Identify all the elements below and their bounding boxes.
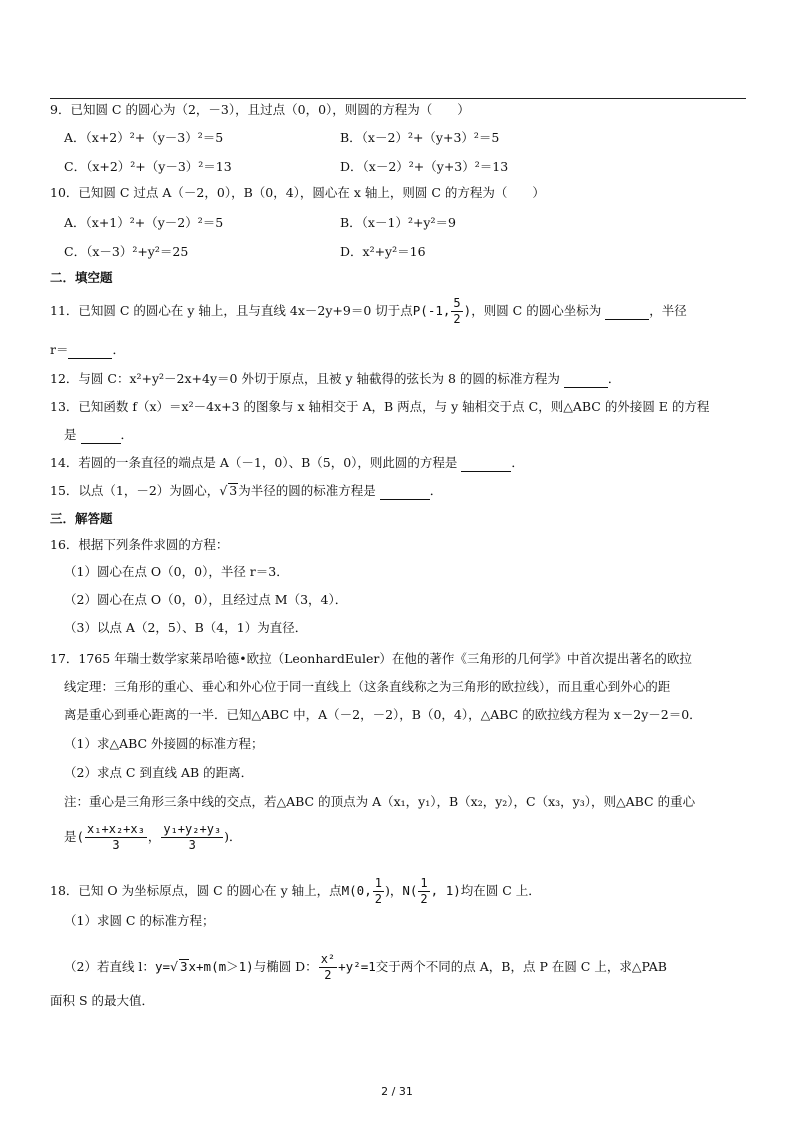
q13-line1: 13．已知函数 f（x）＝x²－4x+3 的图象与 x 轴相交于 A，B 两点，与 y 轴相交于点 C，则△ABC 的外接圆 E 的方程 xyxy=(50,399,710,414)
section-fill-in: 二．填空题 xyxy=(50,270,113,285)
q18-part2 xyxy=(64,952,667,983)
page-number: 2 / 31 xyxy=(381,1085,413,1098)
q11-frac-num: 5 xyxy=(453,296,461,310)
q18-line-radicand: 3 xyxy=(179,959,188,974)
q18-part1: （1）求圆 C 的标准方程； xyxy=(64,913,215,928)
q18-m-frac xyxy=(373,876,384,907)
q11-point-close: ) xyxy=(463,303,472,318)
q18-n-num: 1 xyxy=(420,876,428,890)
q10-option-c: C．（x－3）²+y²＝25 xyxy=(64,244,189,259)
q15 xyxy=(50,483,442,500)
q18-ellipse-frac xyxy=(319,952,337,983)
q18-m-den: 2 xyxy=(374,892,382,906)
q10-stem: 10．已知圆 C 过点 A（－2，0），B（0，4），圆心在 x 轴上，则圆 C 的方程为（ ） xyxy=(50,185,545,200)
q18-m-num: 1 xyxy=(374,876,382,890)
q11-text-post: ，则圆 C 的圆心坐标为 xyxy=(471,303,602,318)
q18-stem xyxy=(50,876,541,907)
q14 xyxy=(50,455,524,472)
q17-part1: （1）求△ABC 外接圆的标准方程； xyxy=(64,736,264,751)
q18-p2-mid: 与椭圆 D： xyxy=(253,959,318,974)
q10-option-b: B．（x－1）²+y²＝9 xyxy=(340,215,456,230)
q9-option-b: B．（x－2）²+（y+3）²＝5 xyxy=(340,130,500,145)
q10-option-a: A．（x+1）²+（y－2）²＝5 xyxy=(64,215,224,230)
q15-pre: 15．以点（1，－2）为圆心， xyxy=(50,483,220,498)
q14-end: ． xyxy=(511,455,524,470)
q17-centroid-formula xyxy=(64,822,242,853)
q18-n-den: 2 xyxy=(420,892,428,906)
q18-stem-post: 均在圆 C 上． xyxy=(460,883,541,898)
q17-shi: 是 xyxy=(64,829,77,844)
q11-point: P(-1, xyxy=(412,303,451,318)
q9-option-a: A．（x+2）²+（y－3）²＝5 xyxy=(64,130,224,145)
q13-shi: 是 xyxy=(64,427,77,442)
q12-blank[interactable] xyxy=(564,371,608,388)
q11-text-tail: ，半径 xyxy=(649,303,687,318)
q17-comma: ， xyxy=(147,829,161,844)
q14-blank[interactable] xyxy=(461,455,511,472)
q13-blank[interactable] xyxy=(81,427,121,444)
q18-n-close: , 1) xyxy=(430,883,461,898)
q11-fraction xyxy=(451,296,462,327)
q16-stem: 16．根据下列条件求圆的方程： xyxy=(50,537,229,552)
q11-blank-radius[interactable] xyxy=(68,342,112,359)
q11-frac-den: 2 xyxy=(453,312,461,326)
q17-part2: （2）求点 C 到直线 AB 的距离． xyxy=(64,765,254,780)
q15-end: ． xyxy=(429,483,443,498)
q15-post: 为半径的圆的标准方程是 xyxy=(238,483,376,498)
q12-text: 12．与圆 C：x²+y²－2x+4y＝0 外切于原点，且被 y 轴截得的弦长为 8 的圆的标准方程为 xyxy=(50,371,560,386)
q13-end: ． xyxy=(120,427,134,442)
q11-text-pre: 11．已知圆 C 的圆心在 y 轴上，且与直线 4x－2y+9＝0 切于点 xyxy=(50,303,413,318)
q18-e-den: 2 xyxy=(324,968,332,982)
q11-end: ． xyxy=(112,342,125,357)
q18-line-eq-b: x+m(m＞1) xyxy=(188,959,254,974)
q12-end: ． xyxy=(607,371,621,386)
q17-fx-num: x₁+x₂+x₃ xyxy=(87,822,145,836)
q14-text: 14．若圆的一条直径的端点是 A（－1，0）、B（5，0），则此圆的方程是 xyxy=(50,455,458,470)
q18-e-num: x² xyxy=(320,952,336,966)
q18-ellipse-post: +y²=1 xyxy=(338,959,376,974)
q17-frac-y xyxy=(161,822,223,853)
q18-point-n: N( xyxy=(402,883,418,898)
header-rule xyxy=(50,98,746,99)
q17-fy-num: y₁+y₂+y₃ xyxy=(163,822,222,836)
q18-n-frac xyxy=(418,876,429,907)
q18-p2-post: 交于两个不同的点 A，B，点 P 在圆 C 上，求△PAB xyxy=(375,959,667,974)
q17-note: 注：重心是三角形三条中线的交点，若△ABC 的顶点为 A（x₁，y₁），B（x₂，y₂），C（x₃，y₃），则△ABC 的重心 xyxy=(64,794,696,809)
q9-option-c: C．（x+2）²+（y－3）²＝13 xyxy=(64,159,232,174)
q17-line1: 17．1765 年瑞士数学家莱昂哈德•欧拉（LeonhardEuler）在他的著作《三角形的几何学》中首次提出著名的欧拉 xyxy=(50,651,692,666)
q18-m-close: )， xyxy=(384,883,403,898)
q16-part2: （2）圆心在点 O（0，0），且经过点 M（3，4）． xyxy=(64,592,348,607)
q11-blank-center[interactable] xyxy=(605,303,649,320)
q17-frac-x xyxy=(85,822,147,853)
q18-line-eq-a: y= xyxy=(154,959,170,974)
sqrt-symbol: √ xyxy=(170,959,178,974)
q9-stem: 9．已知圆 C 的圆心为（2，－3），且过点（0，0），则圆的方程为（ ） xyxy=(50,102,470,117)
q17-fy-den: 3 xyxy=(188,838,196,852)
section-solutions: 三．解答题 xyxy=(50,511,113,526)
q17-open: ( xyxy=(76,829,85,844)
q9-option-d: D．（x－2）²+（y+3）²＝13 xyxy=(340,159,509,174)
q16-part1: （1）圆心在点 O（0，0），半径 r＝3． xyxy=(64,564,289,579)
q17-close: )． xyxy=(224,829,242,844)
q15-blank[interactable] xyxy=(380,483,430,500)
q18-stem-pre: 18．已知 O 为坐标原点，圆 C 的圆心在 y 轴上，点 xyxy=(50,883,342,898)
q11-r-label: r＝ xyxy=(50,342,69,357)
q17-fx-den: 3 xyxy=(112,838,120,852)
q11-line2 xyxy=(50,342,125,359)
q13-line2 xyxy=(64,427,133,444)
q15-radicand: 3 xyxy=(229,483,238,498)
q17-line3: 离是重心到垂心距离的一半．已知△ABC 中，A（－2，－2），B（0，4），△ABC 的欧拉线方程为 x－2y－2＝0． xyxy=(64,707,702,722)
q17-line2: 线定理：三角形的重心、垂心和外心位于同一直线上（这条直线称之为三角形的欧拉线），而且重心到外心的距 xyxy=(64,679,671,694)
q10-option-d: D．x²+y²＝16 xyxy=(340,244,426,259)
q18-point-m: M(0, xyxy=(341,883,372,898)
q18-part2-line2: 面积 S 的最大值． xyxy=(50,993,155,1008)
q12 xyxy=(50,371,620,388)
q11-line1 xyxy=(50,296,687,327)
q18-p2-pre: （2）若直线 l： xyxy=(64,959,155,974)
q16-part3: （3）以点 A（2，5）、B（4，1）为直径． xyxy=(64,620,308,635)
sqrt-symbol: √ xyxy=(219,483,228,498)
